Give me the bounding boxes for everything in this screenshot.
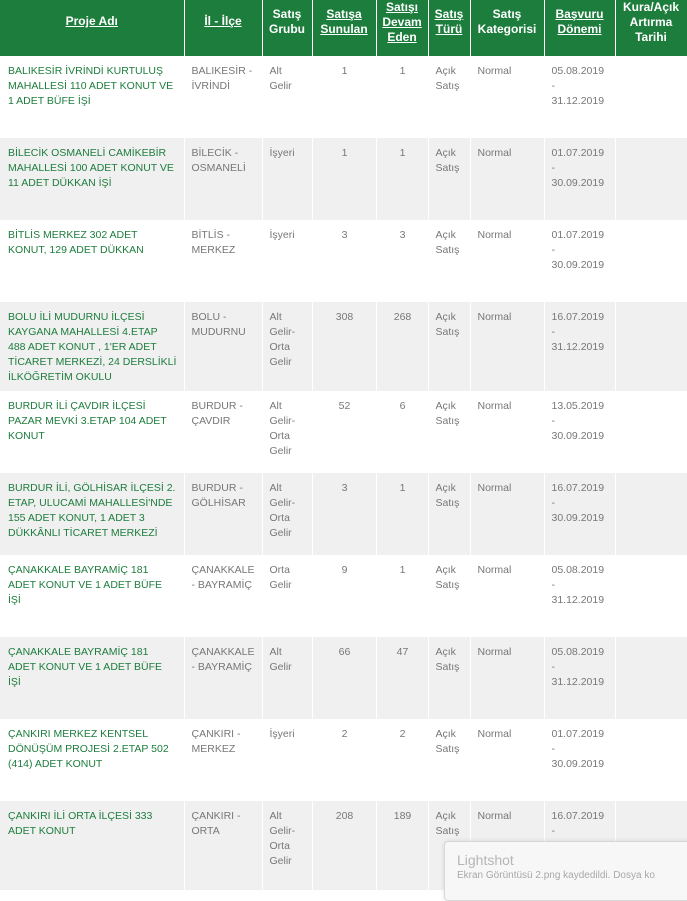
application-period-cell: 01.07.2019 - 30.09.2019: [544, 719, 615, 801]
sales-group-cell: İşyeri: [262, 220, 312, 302]
sales-type-cell: Açık Satış: [428, 56, 470, 138]
sales-category-cell: Normal: [470, 555, 544, 637]
header-offered[interactable]: Satışa Sunulan: [312, 0, 376, 56]
draw-date-cell: [615, 719, 687, 801]
header-sales-category: Satış Kategorisi: [470, 0, 544, 56]
lightshot-notification[interactable]: [444, 841, 687, 901]
header-province-district[interactable]: İl - İlçe: [184, 0, 262, 56]
sales-type-cell: Açık Satış: [428, 473, 470, 555]
location-cell: ÇANAKKALE - BAYRAMİÇ: [184, 555, 262, 637]
offered-count-cell: 3: [312, 220, 376, 302]
header-ongoing[interactable]: Satışı Devam Eden: [376, 0, 428, 56]
sales-category-cell: Normal: [470, 56, 544, 138]
sales-group-cell: Orta Gelir: [262, 555, 312, 637]
ongoing-count-cell: 6: [376, 391, 428, 473]
application-period-cell: 16.07.2019 - 30.09.2019: [544, 473, 615, 555]
table-row: [0, 555, 687, 637]
header-row: [0, 0, 687, 56]
sales-type-cell: Açık Satış: [428, 302, 470, 391]
sales-category-cell: Normal: [470, 138, 544, 220]
project-name-cell[interactable]: BİTLİS MERKEZ 302 ADET KONUT, 129 ADET DÜKKAN: [0, 220, 184, 302]
sales-type-cell: Açık Satış: [428, 391, 470, 473]
ongoing-count-cell: 47: [376, 637, 428, 719]
location-cell: BİTLİS - MERKEZ: [184, 220, 262, 302]
ongoing-count-cell: 3: [376, 220, 428, 302]
offered-count-cell: 1: [312, 56, 376, 138]
location-cell: BURDUR - GÖLHİSAR: [184, 473, 262, 555]
sales-type-cell: Açık Satış: [428, 637, 470, 719]
header-sales-type[interactable]: Satış Türü: [428, 0, 470, 56]
application-period-cell: 01.07.2019 - 30.09.2019: [544, 220, 615, 302]
project-name-cell[interactable]: ÇANAKKALE BAYRAMİÇ 181 ADET KONUT VE 1 ADET BÜFE İŞİ: [0, 637, 184, 719]
location-cell: BİLECİK - OSMANELİ: [184, 138, 262, 220]
draw-date-cell: [615, 138, 687, 220]
sales-group-cell: İşyeri: [262, 719, 312, 801]
header-sales-group: Satış Grubu: [262, 0, 312, 56]
sales-group-cell: Alt Gelir: [262, 637, 312, 719]
project-name-cell[interactable]: BALIKESİR İVRİNDİ KURTULUŞ MAHALLESİ 110 ADET KONUT VE 1 ADET BÜFE İŞİ: [0, 56, 184, 138]
application-period-cell: 16.07.2019 - 31.12.2019: [544, 302, 615, 391]
application-period-cell: 05.08.2019 - 31.12.2019: [544, 555, 615, 637]
sales-category-cell: Normal: [470, 473, 544, 555]
draw-date-cell: [615, 637, 687, 719]
draw-date-cell: [615, 220, 687, 302]
application-period-cell: 05.08.2019 - 31.12.2019: [544, 637, 615, 719]
header-application-period[interactable]: Başvuru Dönemi: [544, 0, 615, 56]
location-cell: ÇANKIRI - ORTA: [184, 801, 262, 890]
sales-category-cell: Normal: [470, 302, 544, 391]
table-row: [0, 391, 687, 473]
application-period-cell: 01.07.2019 - 30.09.2019: [544, 138, 615, 220]
sales-type-cell: Açık Satış: [428, 220, 470, 302]
ongoing-count-cell: 2: [376, 719, 428, 801]
table-row: [0, 719, 687, 801]
ongoing-count-cell: 1: [376, 555, 428, 637]
application-period-cell: 16.07.2019 -: [544, 801, 615, 890]
project-name-cell[interactable]: BOLU İLİ MUDURNU İLÇESİ KAYGANA MAHALLESİ 4.ETAP 488 ADET KONUT , 1'ER ADET TİCARET MERKEZİ, 24 DERSLİKLİ İLKÖĞRETİM OKULU: [0, 302, 184, 391]
sales-category-cell: Normal: [470, 391, 544, 473]
project-name-cell[interactable]: ÇANKIRI MERKEZ KENTSEL DÖNÜŞÜM PROJESİ 2.ETAP 502 (414) ADET KONUT: [0, 719, 184, 801]
project-name-cell[interactable]: BURDUR İLİ, GÖLHİSAR İLÇESİ 2. ETAP, ULUCAMİ MAHALLESİ'NDE 155 ADET KONUT, 1 ADET 3 DÜKKÂNLI TİCARET MERKEZİ: [0, 473, 184, 555]
ongoing-count-cell: 1: [376, 473, 428, 555]
location-cell: BOLU - MUDURNU: [184, 302, 262, 391]
lightshot-message: Ekran Görüntüsü 2.png kaydedildi. Dosya ko: [457, 870, 655, 881]
sales-type-cell: Açık Satış: [428, 138, 470, 220]
sales-category-cell: Normal: [470, 637, 544, 719]
sales-group-cell: İşyeri: [262, 138, 312, 220]
ongoing-count-cell: 1: [376, 56, 428, 138]
project-name-cell[interactable]: BİLECİK OSMANELİ CAMİKEBİR MAHALLESİ 100 ADET KONUT VE 11 ADET DÜKKAN İŞİ: [0, 138, 184, 220]
table-row: [0, 138, 687, 220]
offered-count-cell: 2: [312, 719, 376, 801]
header-draw-auction-date: Kura/Açık Artırma Tarihi: [615, 0, 687, 56]
sales-type-cell: Açık Satış: [428, 719, 470, 801]
sales-category-cell: Normal: [470, 220, 544, 302]
table-row: [0, 220, 687, 302]
header-project-name[interactable]: Proje Adı: [0, 0, 184, 56]
ongoing-count-cell: 189: [376, 801, 428, 890]
project-name-cell[interactable]: ÇANAKKALE BAYRAMİÇ 181 ADET KONUT VE 1 ADET BÜFE İŞİ: [0, 555, 184, 637]
ongoing-count-cell: 1: [376, 138, 428, 220]
location-cell: BURDUR - ÇAVDIR: [184, 391, 262, 473]
sales-category-cell: Normal: [470, 801, 544, 890]
table-row: [0, 473, 687, 555]
sales-group-cell: Alt Gelir-Orta Gelir: [262, 801, 312, 890]
location-cell: ÇANAKKALE - BAYRAMİÇ: [184, 637, 262, 719]
draw-date-cell: [615, 555, 687, 637]
sales-group-cell: Alt Gelir: [262, 56, 312, 138]
offered-count-cell: 52: [312, 391, 376, 473]
offered-count-cell: 1: [312, 138, 376, 220]
ongoing-count-cell: 268: [376, 302, 428, 391]
draw-date-cell: [615, 391, 687, 473]
project-name-cell[interactable]: ÇANKIRI İLİ ORTA İLÇESİ 333 ADET KONUT: [0, 801, 184, 890]
offered-count-cell: 208: [312, 801, 376, 890]
location-cell: ÇANKIRI - MERKEZ: [184, 719, 262, 801]
lightshot-title: Lightshot: [457, 852, 514, 868]
sales-type-cell: Açık Satış: [428, 801, 470, 890]
application-period-cell: 13.05.2019 - 30.09.2019: [544, 391, 615, 473]
application-period-cell: 05.08.2019 - 31.12.2019: [544, 56, 615, 138]
sales-group-cell: Alt Gelir-Orta Gelir: [262, 391, 312, 473]
sales-group-cell: Alt Gelir-Orta Gelir: [262, 302, 312, 391]
draw-date-cell: [615, 302, 687, 391]
offered-count-cell: 3: [312, 473, 376, 555]
location-cell: BALIKESİR - İVRİNDİ: [184, 56, 262, 138]
draw-date-cell: [615, 473, 687, 555]
sales-type-cell: Açık Satış: [428, 555, 470, 637]
offered-count-cell: 9: [312, 555, 376, 637]
table-row: [0, 56, 687, 138]
sales-group-cell: Alt Gelir-Orta Gelir: [262, 473, 312, 555]
offered-count-cell: 308: [312, 302, 376, 391]
draw-date-cell: [615, 56, 687, 138]
table-row: [0, 637, 687, 719]
sales-category-cell: Normal: [470, 719, 544, 801]
project-name-cell[interactable]: BURDUR İLİ ÇAVDIR İLÇESİ PAZAR MEVKİ 3.ETAP 104 ADET KONUT: [0, 391, 184, 473]
offered-count-cell: 66: [312, 637, 376, 719]
table-row: [0, 302, 687, 391]
